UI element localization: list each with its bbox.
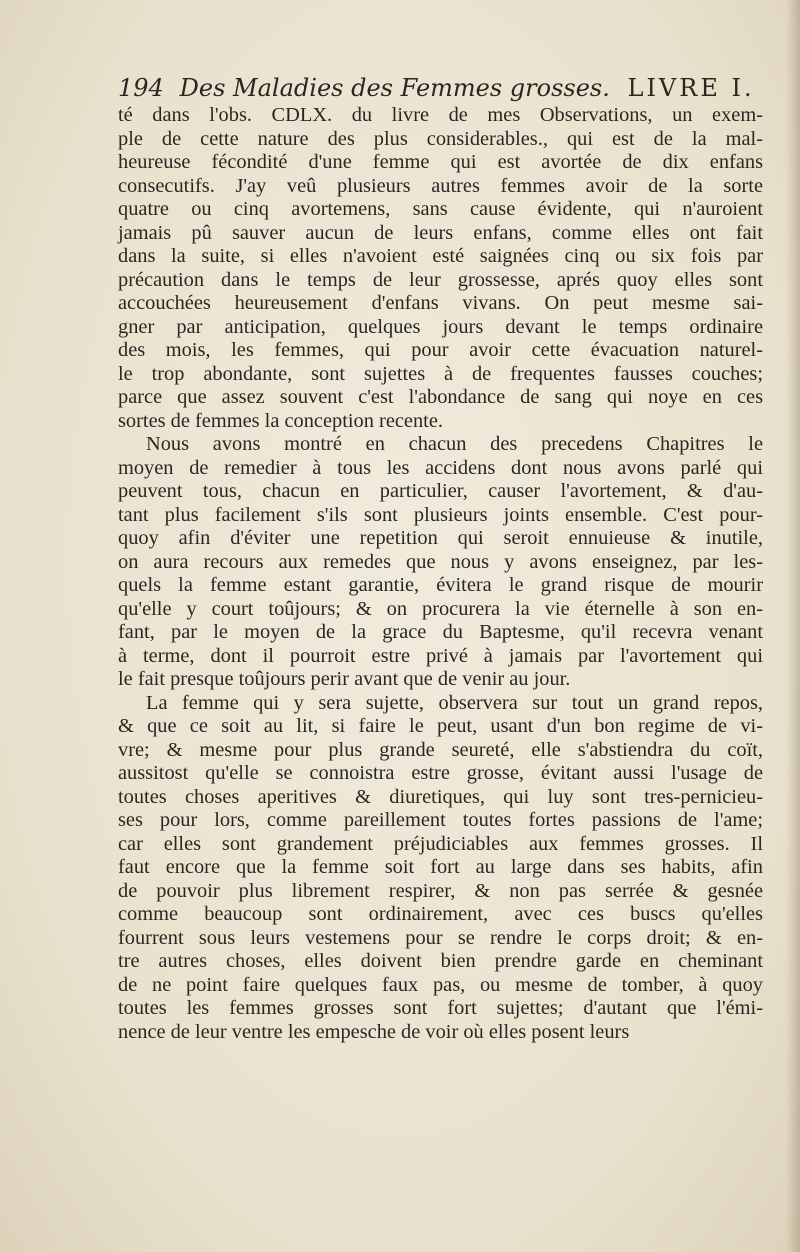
text-line: peuvent tous, chacun en particulier, causer l'avortement, & d'au-: [118, 480, 763, 502]
text-line: nence de leur ventre les empesche de voir où elles posent leurs: [118, 1020, 630, 1043]
text-line: on aura recours aux remedes que nous y avons enseignez, par les-: [118, 550, 763, 573]
text-line: consecutifs. J'ay veû plusieurs autres femmes avoir de la sorte: [118, 174, 763, 197]
text-line: & que ce soit au lit, si faire le peut, usant d'un bon regime de vi-: [118, 715, 763, 737]
text-line: précaution dans le temps de leur grossesse, aprés quoy elles sont: [118, 268, 763, 291]
text-line: toutes choses aperitives & diuretiques, qui luy sont tres-pernicieu-: [118, 785, 763, 808]
paragraph: [118, 104, 763, 433]
text-line: de ne point faire quelques faux pas, ou mesme de tomber, à quoy: [118, 973, 763, 996]
text-line: faut encore que la femme soit fort au large dans ses habits, afin: [118, 856, 763, 878]
text-line: ple de cette nature des plus considerables., qui est de la mal-: [118, 127, 763, 150]
text-line: heureuse fécondité d'une femme qui est avortée de dix enfans: [118, 151, 763, 173]
text-line: tant plus facilement s'ils sont plusieurs joints ensemble. C'est pour-: [118, 503, 763, 526]
body-text: [118, 104, 763, 1044]
text-line: le fait presque toûjours perir avant que de venir au jour.: [118, 668, 571, 690]
text-line: comme beaucoup sont ordinairement, avec ces buscs qu'elles: [118, 903, 763, 925]
book-label: LIVRE I.: [627, 74, 755, 102]
text-line: qu'elle y court toûjours; & on procurera la vie éternelle à son en-: [118, 597, 763, 620]
page-number: 194: [118, 74, 164, 102]
text-line: ses pour lors, comme pareillement toutes fortes passions de l'ame;: [118, 809, 763, 831]
running-title: Des Maladies des Femmes grosses.: [179, 74, 610, 102]
text-line: vre; & mesme pour plus grande seureté, elle s'abstiendra du coït,: [118, 738, 763, 761]
text-line: gner par anticipation, quelques jours devant le temps ordinaire: [118, 315, 763, 338]
text-line: aussitost qu'elle se connoistra estre grosse, évitant aussi l'usage de: [118, 762, 763, 784]
text-line: accouchées heureusement d'enfans vivans. On peut mesme sai-: [118, 292, 763, 314]
text-line: de pouvoir plus librement respirer, & non pas serrée & gesnée: [118, 879, 763, 902]
text-line: fant, par le moyen de la grace du Baptesme, qu'il recevra venant: [118, 621, 763, 643]
text-line: quatre ou cinq avortemens, sans cause évidente, qui n'auroient: [118, 198, 763, 220]
text-line: jamais pû sauver aucun de leurs enfans, comme elles ont fait: [118, 221, 763, 244]
text-line: toutes les femmes grosses sont fort sujettes; d'autant que l'émi-: [118, 997, 763, 1019]
text-line: Nous avons montré en chacun des precedens Chapitres le: [146, 433, 763, 455]
text-line: La femme qui y sera sujette, observera sur tout un grand repos,: [146, 691, 763, 714]
text-line: des mois, les femmes, qui pour avoir cette évacuation naturel-: [118, 339, 763, 361]
running-header: [118, 70, 755, 106]
text-line: tre autres choses, elles doivent bien prendre garde en cheminant: [118, 950, 763, 972]
text-line: le trop abondante, sont sujettes à de frequentes fausses couches;: [118, 362, 763, 385]
text-line: car elles sont grandement préjudiciables aux femmes grosses. Il: [118, 832, 763, 855]
paragraph: [118, 692, 763, 1045]
text-line: quoy afin d'éviter une repetition qui seroit ennuieuse & inutile,: [118, 527, 763, 549]
text-line: dans la suite, si elles n'avoient esté saignées cinq ou six fois par: [118, 245, 763, 267]
text-line: sortes de femmes la conception recente.: [118, 409, 443, 432]
text-line: quels la femme estant garantie, évitera le grand risque de mourir: [118, 574, 763, 596]
text-line: moyen de remedier à tous les accidens dont nous avons parlé qui: [118, 456, 763, 479]
page-gutter-shadow: [786, 0, 800, 1252]
text-line: parce que assez souvent c'est l'abondance de sang qui noye en ces: [118, 386, 763, 408]
text-line: fourrent sous leurs vestemens pour se rendre le corps droit; & en-: [118, 926, 763, 949]
text-line: té dans l'obs. CDLX. du livre de mes Observations, un exem-: [118, 104, 763, 126]
text-line: à terme, dont il pourroit estre privé à jamais par l'avortement qui: [118, 644, 763, 667]
paragraph: [118, 433, 763, 692]
